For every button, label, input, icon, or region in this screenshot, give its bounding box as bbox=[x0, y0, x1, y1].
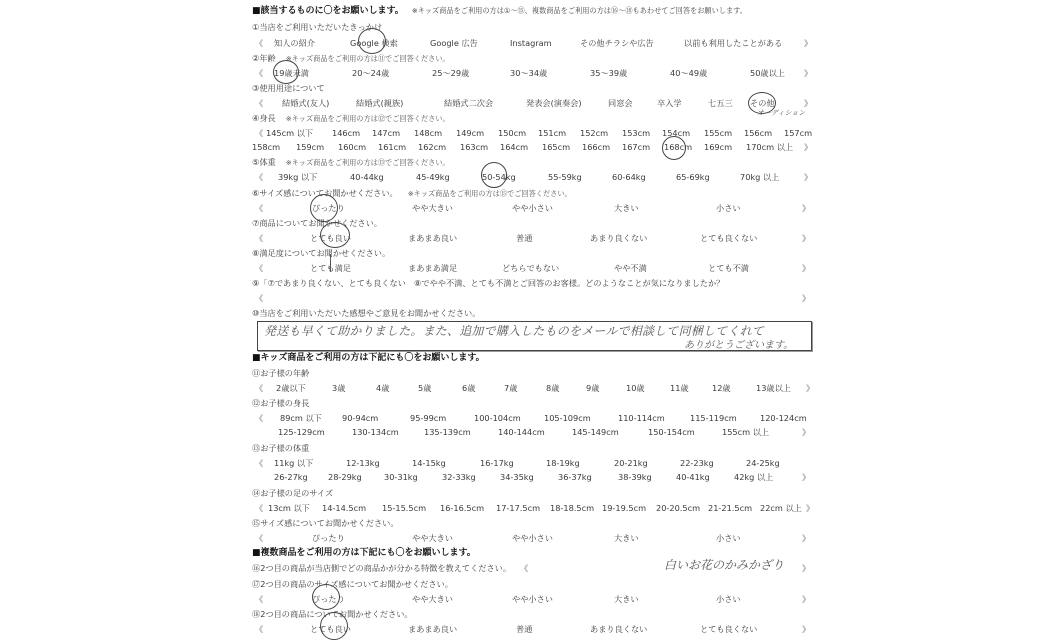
bracket-close: 》 bbox=[802, 263, 811, 273]
q3-option[interactable]: 七五三 bbox=[708, 98, 733, 108]
q13-option[interactable]: 20-21kg bbox=[614, 458, 648, 468]
q15-option[interactable]: やや小さい bbox=[512, 533, 553, 543]
question-11-label: ⑪お子様の年齢 bbox=[252, 368, 310, 378]
question-5-options bbox=[252, 170, 817, 184]
q11-option[interactable]: 9歳 bbox=[586, 383, 600, 393]
q7-option[interactable]: まあまあ良い bbox=[408, 233, 458, 243]
q11-option[interactable]: 5歳 bbox=[418, 383, 432, 393]
q14-option[interactable]: 17-17.5cm bbox=[496, 503, 541, 513]
q2-label-text: ②年齢 bbox=[252, 53, 276, 63]
q4-option-selected[interactable]: 168cm bbox=[664, 142, 693, 152]
bracket-close: 》 bbox=[802, 563, 811, 573]
q14-option[interactable]: 20-20.5cm bbox=[656, 503, 701, 513]
q4-option[interactable]: 161cm bbox=[378, 142, 407, 152]
q1-option[interactable]: 知人の紹介 bbox=[274, 38, 315, 48]
q14-option[interactable]: 13cm 以下 bbox=[268, 503, 310, 513]
q4-option[interactable]: 150cm bbox=[498, 128, 527, 138]
q7-option[interactable]: とても良くない bbox=[700, 233, 758, 243]
question-12-options-row-1 bbox=[252, 411, 817, 425]
question-13-options-row-1 bbox=[252, 456, 817, 470]
header-title: ■該当するものに〇をお願いします。 bbox=[252, 6, 404, 16]
q4-option[interactable]: 145cm 以下 bbox=[266, 128, 314, 138]
q15-option[interactable]: やや大きい bbox=[412, 533, 453, 543]
q2-option[interactable]: 50歳以上 bbox=[750, 68, 785, 78]
q4-option[interactable]: 167cm bbox=[622, 142, 651, 152]
q13-option[interactable]: 24-25kg bbox=[746, 458, 780, 468]
question-8-label: ⑧満足度についてお聞かせください。 bbox=[252, 248, 391, 258]
question-3-options bbox=[252, 96, 817, 110]
question-15-options bbox=[252, 531, 817, 545]
q11-option[interactable]: 8歳 bbox=[546, 383, 560, 393]
q13-option[interactable]: 11kg 以下 bbox=[274, 458, 314, 468]
question-14-options bbox=[252, 501, 817, 515]
q5-option[interactable]: 40-44kg bbox=[350, 172, 384, 182]
question-2-options bbox=[252, 66, 817, 80]
q1-option[interactable]: その他チラシや広告 bbox=[580, 38, 654, 48]
question-9-answer-field[interactable] bbox=[252, 291, 817, 305]
multi-section-header: ■複数商品をご利用の方は下記にも〇をお願いします。 bbox=[252, 548, 476, 558]
q12-option[interactable]: 140-144cm bbox=[498, 427, 545, 437]
bracket-close: 》 bbox=[804, 172, 813, 182]
bracket-close: 》 bbox=[802, 594, 811, 604]
question-5-label bbox=[252, 155, 450, 169]
question-11-options bbox=[252, 381, 817, 395]
q17-option[interactable]: 小さい bbox=[716, 594, 741, 604]
q6-option[interactable]: やや大きい bbox=[412, 203, 453, 213]
q3-option[interactable]: 卒入学 bbox=[657, 98, 682, 108]
bracket-open: 《 bbox=[255, 293, 264, 303]
q8-option[interactable]: やや不満 bbox=[614, 263, 647, 273]
bracket-open: 《 bbox=[255, 624, 264, 634]
q12-option[interactable]: 110-114cm bbox=[618, 413, 665, 423]
q14-option[interactable]: 16-16.5cm bbox=[440, 503, 485, 513]
handwritten-note: オーディション bbox=[757, 109, 806, 117]
bracket-close: 》 bbox=[806, 383, 815, 393]
bracket-close: 》 bbox=[802, 293, 811, 303]
selection-circle bbox=[481, 162, 507, 188]
q7-option[interactable]: 普通 bbox=[516, 233, 533, 243]
bracket-open: 《 bbox=[255, 203, 264, 213]
q3-option[interactable]: 同窓会 bbox=[608, 98, 633, 108]
q18-option[interactable]: あまり良くない bbox=[590, 624, 648, 634]
bracket-open: 《 bbox=[255, 68, 264, 78]
q4-option[interactable]: 155cm bbox=[704, 128, 733, 138]
selection-circle bbox=[320, 612, 348, 640]
q5-note: ※キッズ商品をご利用の方は⑬でご回答ください。 bbox=[285, 158, 450, 167]
q2-option[interactable]: 20〜24歳 bbox=[352, 68, 390, 78]
q15-option[interactable]: ぴったり bbox=[312, 533, 345, 543]
q12-option[interactable]: 89cm 以下 bbox=[280, 413, 322, 423]
question-9-label: ⑨「⑦であまり良くない、とても良くない ⑧でやや不満、とても不満とご回答のお客様。どのようなことが気になりましたか？ bbox=[252, 278, 725, 288]
q13-option[interactable]: 30-31kg bbox=[384, 472, 418, 482]
q6-note: ※キッズ商品をご利用の方は⑮でご回答ください。 bbox=[407, 189, 572, 198]
bracket-open: 《 bbox=[255, 383, 264, 393]
q4-option[interactable]: 162cm bbox=[418, 142, 447, 152]
kids-section-header: ■キッズ商品をご利用の方は下記にも〇をお願いします。 bbox=[252, 353, 485, 363]
bracket-open: 《 bbox=[255, 38, 264, 48]
q14-option[interactable]: 19-19.5cm bbox=[602, 503, 647, 513]
q14-option[interactable]: 18-18.5cm bbox=[550, 503, 595, 513]
q5-option[interactable]: 45-49kg bbox=[416, 172, 450, 182]
question-8-options bbox=[252, 261, 817, 275]
bracket-close: 》 bbox=[802, 533, 811, 543]
q11-option[interactable]: 12歳 bbox=[712, 383, 731, 393]
q12-option[interactable]: 125-129cm bbox=[278, 427, 325, 437]
q12-option[interactable]: 105-109cm bbox=[544, 413, 591, 423]
q8-option[interactable]: まあまあ満足 bbox=[408, 263, 458, 273]
q4-option[interactable]: 169cm bbox=[704, 142, 733, 152]
q15-option[interactable]: 大きい bbox=[614, 533, 639, 543]
q1-option[interactable]: Instagram bbox=[510, 38, 552, 48]
q4-option[interactable]: 159cm bbox=[296, 142, 325, 152]
q4-option[interactable]: 147cm bbox=[372, 128, 401, 138]
q2-note: ※キッズ商品をご利用の方は⑪でご回答ください。 bbox=[285, 54, 450, 63]
q4-option[interactable]: 160cm bbox=[338, 142, 367, 152]
question-17-label: ⑰2つ目の商品のサイズ感についてお聞かせください。 bbox=[252, 579, 453, 589]
bracket-open: 《 bbox=[255, 172, 264, 182]
q4-option[interactable]: 152cm bbox=[580, 128, 609, 138]
q14-option[interactable]: 15-15.5cm bbox=[382, 503, 427, 513]
header-note: ※キッズ商品をご利用の方は①〜⑮、複数商品をご利用の方は⑯〜⑱もあわせてご回答をお願いします。 bbox=[411, 6, 747, 15]
q2-option[interactable]: 35〜39歳 bbox=[590, 68, 628, 78]
q2-option-selected[interactable]: 19歳未満 bbox=[274, 68, 309, 78]
bracket-close: 》 bbox=[802, 427, 811, 437]
q5-option[interactable]: 60-64kg bbox=[612, 172, 646, 182]
question-12-options-row-2 bbox=[252, 425, 817, 439]
q11-option[interactable]: 2歳以下 bbox=[276, 383, 306, 393]
bracket-close: 》 bbox=[804, 142, 813, 152]
bracket-close: 》 bbox=[802, 624, 811, 634]
q11-option[interactable]: 6歳 bbox=[462, 383, 476, 393]
q1-option[interactable]: Google 広告 bbox=[430, 38, 478, 48]
q4-option[interactable]: 165cm bbox=[542, 142, 571, 152]
bracket-open: 《 bbox=[255, 413, 264, 423]
question-7-label: ⑦商品についてお聞かせください。 bbox=[252, 218, 382, 228]
bracket-close: 》 bbox=[804, 68, 813, 78]
q11-option[interactable]: 7歳 bbox=[504, 383, 518, 393]
q13-option[interactable]: 14-15kg bbox=[412, 458, 446, 468]
q5-option[interactable]: 55-59kg bbox=[548, 172, 582, 182]
bracket-close: 》 bbox=[804, 38, 813, 48]
selection-circle bbox=[662, 136, 686, 160]
q5-option[interactable]: 65-69kg bbox=[676, 172, 710, 182]
q2-option[interactable]: 40〜49歳 bbox=[670, 68, 708, 78]
question-4-label bbox=[252, 111, 450, 125]
q4-option[interactable]: 164cm bbox=[500, 142, 529, 152]
q4-option[interactable]: 148cm bbox=[414, 128, 443, 138]
q4-option[interactable]: 166cm bbox=[582, 142, 611, 152]
q7-option[interactable]: あまり良くない bbox=[590, 233, 648, 243]
q18-option[interactable]: 普通 bbox=[516, 624, 533, 634]
q3-option[interactable]: 発表会(演奏会) bbox=[526, 98, 582, 108]
q5-option[interactable]: 70kg 以上 bbox=[740, 172, 780, 182]
q7-option-selected[interactable]: とても良い bbox=[310, 233, 351, 243]
question-1-label: ①当店をご利用いただいたきっかけ bbox=[252, 22, 383, 32]
q4-label-text: ④身長 bbox=[252, 113, 276, 123]
q10-handwritten-answer-line-2: ありがとうございます。 bbox=[684, 340, 794, 351]
q13-option[interactable]: 22-23kg bbox=[680, 458, 714, 468]
questionnaire-form bbox=[252, 0, 817, 640]
q13-option[interactable]: 32-33kg bbox=[442, 472, 476, 482]
q1-option-selected[interactable]: Google 検索 bbox=[350, 38, 398, 48]
selection-mark bbox=[330, 254, 331, 272]
question-6-label bbox=[252, 186, 572, 200]
question-3-label: ③使用用途について bbox=[252, 83, 325, 93]
q8-option-selected[interactable]: とても満足 bbox=[310, 263, 351, 273]
q5-label-text: ⑤体重 bbox=[252, 157, 276, 167]
q4-option[interactable]: 149cm bbox=[456, 128, 485, 138]
q17-option-selected[interactable]: ぴったり bbox=[312, 594, 345, 604]
q11-option[interactable]: 3歳 bbox=[332, 383, 346, 393]
q6-option-selected[interactable]: ぴったり bbox=[312, 203, 345, 213]
q13-option[interactable]: 28-29kg bbox=[328, 472, 362, 482]
q4-option[interactable]: 170cm 以上 bbox=[746, 142, 794, 152]
bracket-close: 》 bbox=[806, 503, 815, 513]
q4-option[interactable]: 156cm bbox=[744, 128, 773, 138]
q12-option[interactable]: 130-134cm bbox=[352, 427, 399, 437]
bracket-close: 》 bbox=[802, 203, 811, 213]
q4-option[interactable]: 163cm bbox=[460, 142, 489, 152]
q11-option[interactable]: 4歳 bbox=[376, 383, 390, 393]
q12-option[interactable]: 90-94cm bbox=[342, 413, 379, 423]
q12-option[interactable]: 100-104cm bbox=[474, 413, 521, 423]
q14-option[interactable]: 14-14.5cm bbox=[322, 503, 367, 513]
question-4-options-row-1 bbox=[252, 126, 817, 140]
question-18-label: ⑱2つ目の商品についてお聞かせください。 bbox=[252, 609, 413, 619]
bracket-close: 》 bbox=[802, 472, 811, 482]
q13-option[interactable]: 12-13kg bbox=[346, 458, 380, 468]
bracket-open: 《 bbox=[255, 263, 264, 273]
q4-option[interactable]: 146cm bbox=[332, 128, 361, 138]
question-16-label: ⑯2つ目の商品が当店側でどの商品かが分かる特徴を教えてください。 bbox=[252, 563, 512, 573]
q6-label-text: ⑥サイズ感についてお聞かせください。 bbox=[252, 188, 398, 198]
q2-option[interactable]: 25〜29歳 bbox=[432, 68, 470, 78]
q11-option[interactable]: 10歳 bbox=[626, 383, 645, 393]
q1-option[interactable]: 以前も利用したことがある bbox=[684, 38, 783, 48]
q13-option[interactable]: 38-39kg bbox=[618, 472, 652, 482]
q18-option-selected[interactable]: とても良い bbox=[310, 624, 351, 634]
question-14-label: ⑭お子様の足のサイズ bbox=[252, 488, 334, 498]
q13-option[interactable]: 42kg 以上 bbox=[734, 472, 774, 482]
q13-option[interactable]: 34-35kg bbox=[500, 472, 534, 482]
q10-handwritten-answer-line-1: 発送も早くて助かりました。また、追加で購入したものをメールで相談して同梱してくれて bbox=[264, 324, 764, 338]
bracket-open: 《 bbox=[255, 503, 264, 513]
form-header bbox=[252, 4, 747, 18]
bracket-open: 《 bbox=[255, 458, 264, 468]
question-12-label: ⑫お子様の身長 bbox=[252, 398, 310, 408]
q4-option[interactable]: 151cm bbox=[538, 128, 567, 138]
question-13-label: ⑬お子様の体重 bbox=[252, 443, 310, 453]
q14-option[interactable]: 21-21.5cm bbox=[708, 503, 753, 513]
question-13-options-row-2 bbox=[252, 470, 817, 484]
q3-option[interactable]: 結婚式(親族) bbox=[356, 98, 404, 108]
question-4-options-row-2 bbox=[252, 140, 817, 154]
q12-option[interactable]: 95-99cm bbox=[410, 413, 447, 423]
q14-option[interactable]: 22cm 以上 bbox=[760, 503, 802, 513]
q13-option[interactable]: 18-19kg bbox=[546, 458, 580, 468]
q16-handwritten-answer: 白いお花のかみかざり bbox=[664, 558, 785, 572]
q13-option[interactable]: 26-27kg bbox=[274, 472, 308, 482]
q18-option[interactable]: とても良くない bbox=[700, 624, 758, 634]
q6-option[interactable]: やや小さい bbox=[512, 203, 553, 213]
q3-option[interactable]: 結婚式(友人) bbox=[282, 98, 330, 108]
bracket-open: 《 bbox=[255, 533, 264, 543]
q17-option[interactable]: 大きい bbox=[614, 594, 639, 604]
question-10-label: ⑩当店をご利用いただいた感想やご意見をお聞かせください。 bbox=[252, 308, 481, 318]
q11-option[interactable]: 13歳以上 bbox=[756, 383, 791, 393]
q4-option[interactable]: 158cm bbox=[252, 142, 281, 152]
q13-option[interactable]: 36-37kg bbox=[558, 472, 592, 482]
q11-option[interactable]: 11歳 bbox=[670, 383, 689, 393]
q6-option[interactable]: 小さい bbox=[716, 203, 741, 213]
q5-option[interactable]: 39kg 以下 bbox=[278, 172, 318, 182]
bracket-close: 》 bbox=[802, 233, 811, 243]
q4-note: ※キッズ商品をご利用の方は⑫でご回答ください。 bbox=[285, 114, 450, 123]
bracket-open: 《 bbox=[255, 128, 264, 138]
bracket-open: 《 bbox=[255, 594, 264, 604]
q13-option[interactable]: 40-41kg bbox=[676, 472, 710, 482]
q12-option[interactable]: 120-124cm bbox=[760, 413, 807, 423]
selection-circle bbox=[320, 222, 350, 248]
q18-option[interactable]: まあまあ良い bbox=[408, 624, 458, 634]
q12-option[interactable]: 135-139cm bbox=[424, 427, 471, 437]
bracket-close: 》 bbox=[804, 98, 813, 108]
q17-option[interactable]: やや小さい bbox=[512, 594, 553, 604]
bracket-open: 《 bbox=[255, 98, 264, 108]
q5-option-selected[interactable]: 50-54kg bbox=[482, 172, 516, 182]
q13-option[interactable]: 16-17kg bbox=[480, 458, 514, 468]
q12-option[interactable]: 115-119cm bbox=[690, 413, 737, 423]
q8-option[interactable]: どちらでもない bbox=[502, 263, 560, 273]
question-1-options bbox=[252, 36, 817, 50]
bracket-open: 《 bbox=[520, 563, 529, 573]
q12-option[interactable]: 155cm 以上 bbox=[722, 427, 770, 437]
q12-option[interactable]: 150-154cm bbox=[648, 427, 695, 437]
question-15-label: ⑮サイズ感についてお聞かせください。 bbox=[252, 518, 399, 528]
q8-option[interactable]: とても不満 bbox=[708, 263, 749, 273]
bracket-open: 《 bbox=[255, 233, 264, 243]
q4-option[interactable]: 157cm bbox=[784, 128, 813, 138]
q4-option[interactable]: 153cm bbox=[622, 128, 651, 138]
q2-option[interactable]: 30〜34歳 bbox=[510, 68, 548, 78]
q3-option-selected[interactable]: その他 bbox=[750, 98, 775, 108]
q15-option[interactable]: 小さい bbox=[716, 533, 741, 543]
q17-option[interactable]: やや大きい bbox=[412, 594, 453, 604]
q12-option[interactable]: 145-149cm bbox=[572, 427, 619, 437]
q4-option[interactable]: 154cm bbox=[662, 128, 691, 138]
q6-option[interactable]: 大きい bbox=[614, 203, 639, 213]
q3-option[interactable]: 結婚式二次会 bbox=[444, 98, 494, 108]
